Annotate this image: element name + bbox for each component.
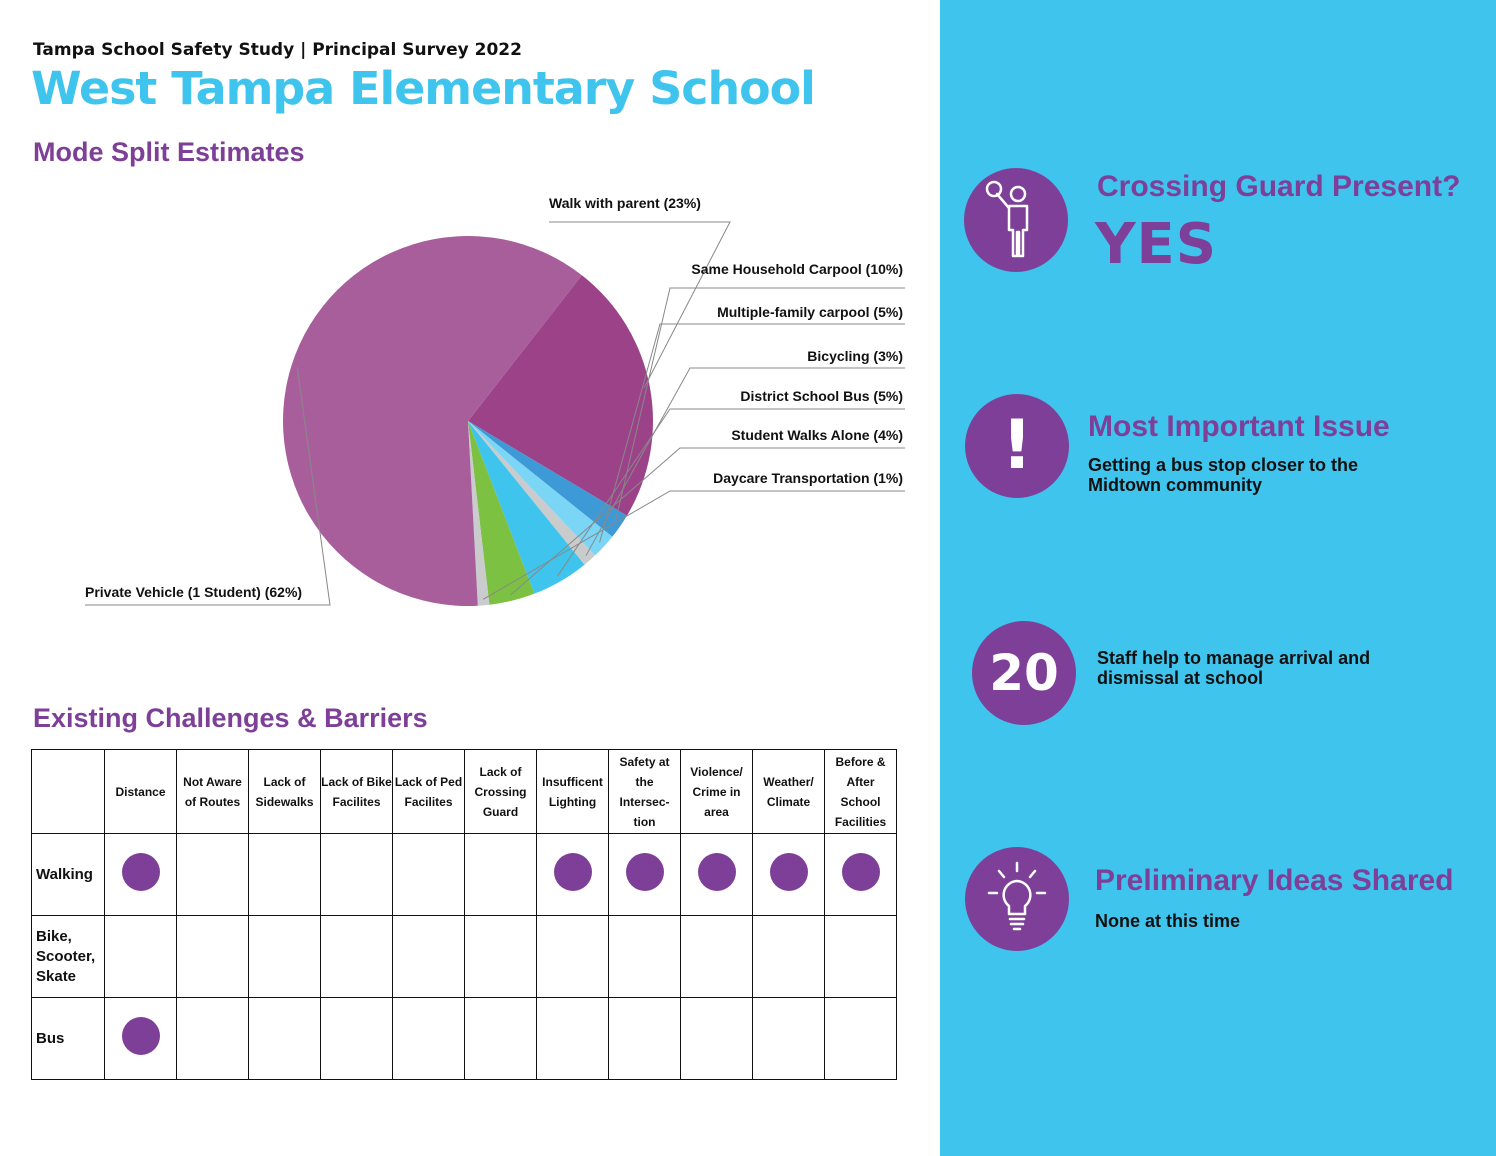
pie-slice-label: Bicycling (3%) bbox=[807, 348, 903, 364]
table-cell bbox=[105, 834, 177, 916]
important-issue-text: Getting a bus stop closer to the Midtown community bbox=[1088, 455, 1359, 495]
barrier-marker-dot bbox=[122, 1017, 160, 1055]
column-header: Violence/ Crime in area bbox=[681, 750, 753, 834]
table-cell bbox=[321, 916, 393, 998]
school-title: West Tampa Elementary School bbox=[31, 62, 815, 115]
column-header: Distance bbox=[105, 750, 177, 834]
table-cell bbox=[393, 834, 465, 916]
pie-slice-label: Multiple-family carpool (5%) bbox=[717, 304, 903, 320]
table-cell bbox=[393, 998, 465, 1080]
staff-count-badge bbox=[972, 621, 1076, 725]
table-cell bbox=[537, 834, 609, 916]
lightbulb-icon bbox=[965, 847, 1069, 951]
column-header: Insufficent Lighting bbox=[537, 750, 609, 834]
barrier-marker-dot bbox=[554, 853, 592, 891]
table-cell bbox=[105, 998, 177, 1080]
pie-slice-label: Walk with parent (23%) bbox=[549, 195, 701, 211]
column-header: Lack of Bike Facilites bbox=[321, 750, 393, 834]
table-cell bbox=[609, 916, 681, 998]
staff-count: 20 bbox=[989, 644, 1059, 702]
column-header: Lack of Crossing Guard bbox=[465, 750, 537, 834]
table-cell bbox=[249, 834, 321, 916]
table-cell bbox=[105, 916, 177, 998]
exclamation-icon: ! bbox=[965, 394, 1069, 498]
ideas-heading: Preliminary Ideas Shared bbox=[1095, 864, 1454, 897]
table-cell bbox=[537, 998, 609, 1080]
table-row bbox=[32, 916, 897, 998]
pie-slice-label: Student Walks Alone (4%) bbox=[731, 427, 903, 443]
pie-slice-label: Same Household Carpool (10%) bbox=[691, 261, 903, 277]
table-cell bbox=[465, 916, 537, 998]
table-cell bbox=[177, 916, 249, 998]
pie-slice-label: Daycare Transportation (1%) bbox=[713, 470, 903, 486]
pie-slice-label: Private Vehicle (1 Student) (62%) bbox=[85, 584, 303, 600]
table-cell bbox=[465, 998, 537, 1080]
row-label: Bike, Scooter, Skate bbox=[32, 916, 105, 998]
table-cell bbox=[249, 916, 321, 998]
column-header: Lack of Ped Facilites bbox=[393, 750, 465, 834]
row-label: Bus bbox=[32, 998, 105, 1080]
row-label: Walking bbox=[32, 834, 105, 916]
column-header: Safety at the Intersec- tion bbox=[609, 750, 681, 834]
crossing-guard-icon bbox=[964, 168, 1068, 272]
table-row bbox=[32, 998, 897, 1080]
staff-text: Staff help to manage arrival and dismissal at school bbox=[1097, 648, 1371, 688]
column-header: Before & After School Facilities bbox=[825, 750, 897, 834]
barrier-marker-dot bbox=[770, 853, 808, 891]
crossing-guard-heading: Crossing Guard Present? bbox=[1097, 170, 1461, 203]
column-header: Not Aware of Routes bbox=[177, 750, 249, 834]
table-cell bbox=[753, 998, 825, 1080]
mode-split-pie-chart bbox=[0, 180, 930, 620]
table-cell bbox=[177, 834, 249, 916]
pie-slice-label: District School Bus (5%) bbox=[740, 388, 903, 404]
table-cell bbox=[249, 998, 321, 1080]
table-cell bbox=[681, 834, 753, 916]
table-cell bbox=[753, 834, 825, 916]
table-cell bbox=[177, 998, 249, 1080]
crossing-guard-answer: YES bbox=[1095, 212, 1218, 277]
table-cell bbox=[681, 998, 753, 1080]
table-corner-cell bbox=[32, 750, 105, 834]
table-row bbox=[32, 834, 897, 916]
table-cell bbox=[825, 998, 897, 1080]
table-cell bbox=[609, 998, 681, 1080]
table-cell bbox=[537, 916, 609, 998]
challenges-heading: Existing Challenges & Barriers bbox=[33, 703, 428, 733]
table-cell bbox=[321, 834, 393, 916]
mode-split-heading: Mode Split Estimates bbox=[33, 137, 305, 167]
table-cell bbox=[321, 998, 393, 1080]
barrier-marker-dot bbox=[122, 853, 160, 891]
table-cell bbox=[681, 916, 753, 998]
barrier-marker-dot bbox=[626, 853, 664, 891]
table-cell bbox=[609, 834, 681, 916]
table-cell bbox=[825, 916, 897, 998]
survey-subtitle: Tampa School Safety Study | Principal Survey 2022 bbox=[33, 40, 522, 60]
table-cell bbox=[393, 916, 465, 998]
pie-leader-line bbox=[615, 288, 905, 523]
important-issue-heading: Most Important Issue bbox=[1088, 410, 1390, 443]
barrier-marker-dot bbox=[842, 853, 880, 891]
table-cell bbox=[465, 834, 537, 916]
column-header: Weather/ Climate bbox=[753, 750, 825, 834]
column-header: Lack of Sidewalks bbox=[249, 750, 321, 834]
table-cell bbox=[825, 834, 897, 916]
barrier-marker-dot bbox=[698, 853, 736, 891]
table-cell bbox=[753, 916, 825, 998]
ideas-text: None at this time bbox=[1095, 911, 1241, 931]
challenges-table bbox=[31, 749, 897, 1080]
